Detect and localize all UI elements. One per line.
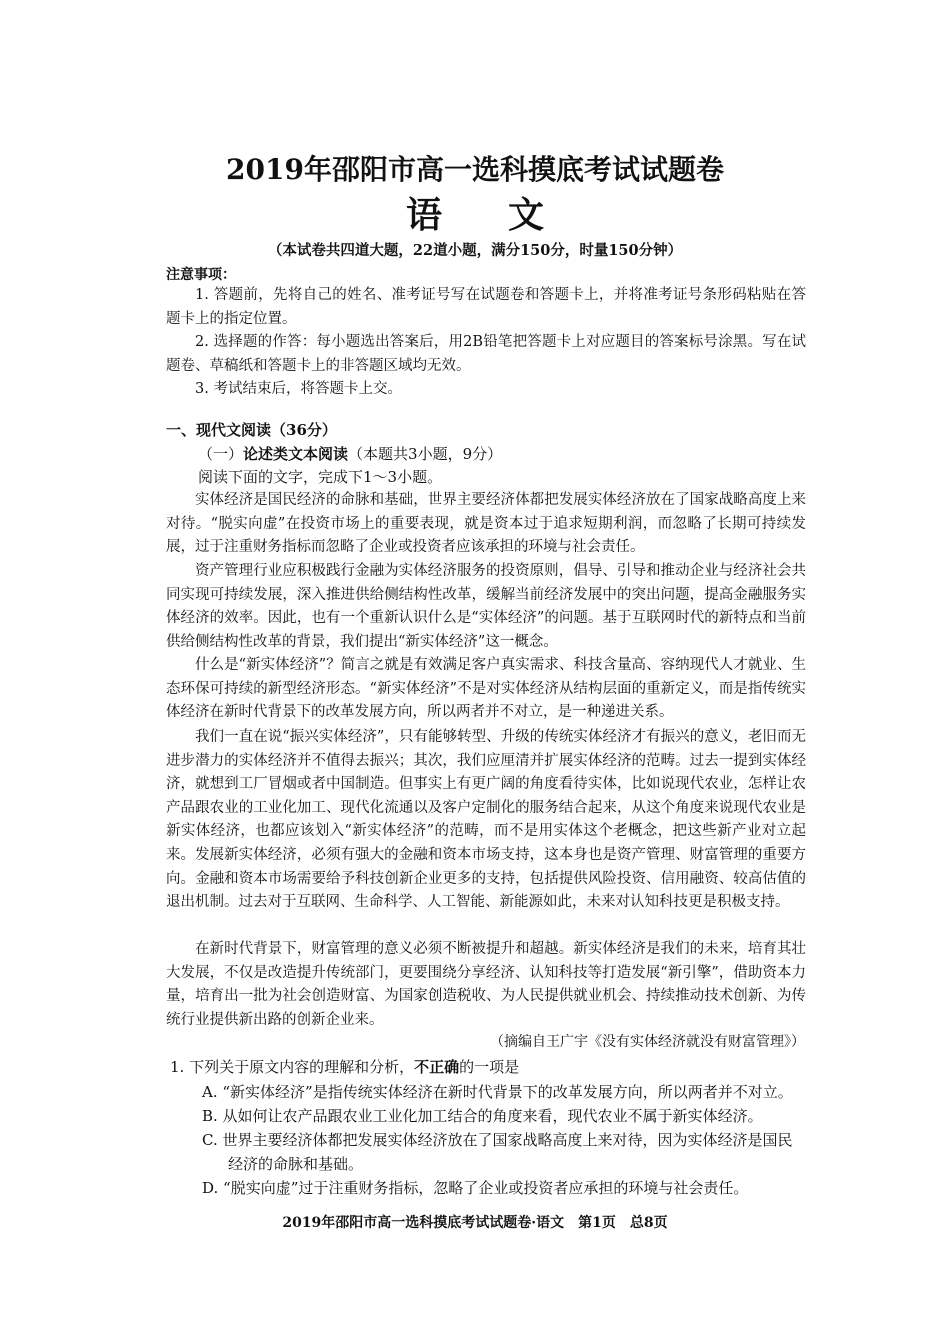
notice-item-3: 3. 考试结束后，将答题卡上交。 — [195, 381, 402, 397]
notice-item-1: 1. 答题前，先将自己的姓名、准考证号写在试题卷和答题卡上，并将准考证号条形码粘贴在答题卡上的指定位置。 — [166, 287, 806, 327]
part-title: 论述类文本阅读 — [243, 445, 349, 463]
passage-paragraph-1: 实体经济是国民经济的命脉和基础，世界主要经济体都把发展实体经济放在了国家战略高度上来对待。“脱实向虚”在投资市场上的重要表现，就是资本过于追求短期利润，而忽略了长期可持续发展，过于注重财务指标而忽略了企业或投资者应该承担的环境与社会责任。 — [166, 492, 806, 555]
page-footer: 2019年邵阳市高一选科摸底考试试题卷·语文 第1页 总8页 — [282, 1215, 668, 1231]
notice-heading: 注意事项： — [166, 267, 236, 283]
subject-char-2: 文 — [508, 194, 545, 236]
question-1-prefix: 1. 下列关于原文内容的理解和分析， — [170, 1058, 415, 1076]
subject-title — [0, 193, 950, 237]
option-d: D. “脱实向虚”过于注重财务指标，忽略了企业或投资者应承担的环境与社会责任。 — [202, 1179, 749, 1197]
option-b: B. 从如何让农产品跟农业工业化加工结合的角度来看，现代农业不属于新实体经济。 — [202, 1107, 763, 1125]
part-label: （一） — [198, 445, 244, 463]
reading-instruction: 阅读下面的文字，完成下1～3小题。 — [198, 468, 443, 486]
option-c: C. 世界主要经济体都把发展实体经济放在了国家战略高度上来对待，因为实体经济是国民经济的命脉和基础。 — [202, 1131, 793, 1173]
passage-paragraph-3: 什么是“新实体经济”？简言之就是有效满足客户真实需求、科技含量高、容纳现代人才就业、生态环保可持续的新型经济形态。“新实体经济”不是对实体经济从结构层面的重新定义，而是指传统实体经济在新时代背景下的改革发展方向，所以两者并不对立，是一种递进关系。 — [166, 657, 806, 720]
part-note: （本题共3小题，9分） — [348, 445, 503, 463]
passage-paragraph-6: 在新时代背景下，财富管理的意义必须不断被提升和超越。新实体经济是我们的未来，培育其壮大发展，不仅是改造提升传统部门，更要围绕分享经济、认知科技等打造发展“新引擎”，借助资本力量，培育出一批为社会创造财富、为国家创造税收、为人民提供就业机会、持续推动技术创新、为传统行业提供新出路的创新企业来。 — [166, 941, 806, 1028]
passage-paragraph-2: 资产管理行业应积极践行金融为实体经济服务的投资原则，倡导、引导和推动企业与经济社会共同实现可持续发展，深入推进供给侧结构性改革，缓解当前经济发展中的突出问题，提高金融服务实体经济的效率。因此，也有一个重新认识什么是“实体经济”的问题。基于互联网时代的新特点和当前供给侧结构性改革的背景，我们提出“新实体经济”这一概念。 — [166, 563, 806, 650]
question-1-stem — [170, 1056, 519, 1078]
question-1-emphasis: 不正确 — [414, 1058, 460, 1076]
section-heading: 一、现代文阅读（36分） — [166, 421, 337, 439]
question-1-suffix: 的一项是 — [459, 1058, 520, 1076]
exam-title: 2019年邵阳市高一选科摸底考试试题卷 — [226, 153, 724, 186]
notice-item-2: 2. 选择题的作答：每小题选出答案后，用2B铅笔把答题卡上对应题目的答案标号涂黑。写在试题卷、草稿纸和答题卡上的非答题区域均无效。 — [166, 334, 806, 374]
passage-source: （摘编自王广宇《没有实体经济就没有财富管理》） — [490, 1034, 805, 1050]
part-heading — [198, 443, 502, 465]
subject-char-1: 语 — [405, 194, 442, 236]
exam-note: （本试卷共四道大题，22道小题，满分150分，时量150分钟） — [267, 242, 683, 259]
passage-paragraph-4: 我们一直在说“振兴实体经济”，只有能够转型、升级的传统实体经济才有振兴的意义，老旧而无进步潜力的实体经济并不值得去振兴；其次，我们应厘清并扩展实体经济的范畴。过去一提到实体经济，就想到工厂冒烟或者中国制造。但事实上有更广阔的角度看待实体，比如说现代农业，怎样让农产品跟农业的工业化加工、现代化流通以及客户定制化的服务结合起来，从这个角度来说现代农业是新实体经济，也都应该划入“新实体经济”的范畴，而不是用实体这个老概念，把这些新产业对立起来。 — [166, 729, 806, 863]
passage-paragraph-5: 发展新实体经济，必须有强大的金融和资本市场支持，这本身也是资产管理、财富管理的重要方向。金融和资本市场需要给予科技创新企业更多的支持，包括提供风险投资、信用融资、较高估值的退出机制。过去对于互联网、生命科学、人工智能、新能源如此，未来对认知科技更是积极支持。 — [166, 847, 806, 910]
option-a: A. “新实体经济”是指传统实体经济在新时代背景下的改革发展方向，所以两者并不对立。 — [202, 1083, 793, 1101]
